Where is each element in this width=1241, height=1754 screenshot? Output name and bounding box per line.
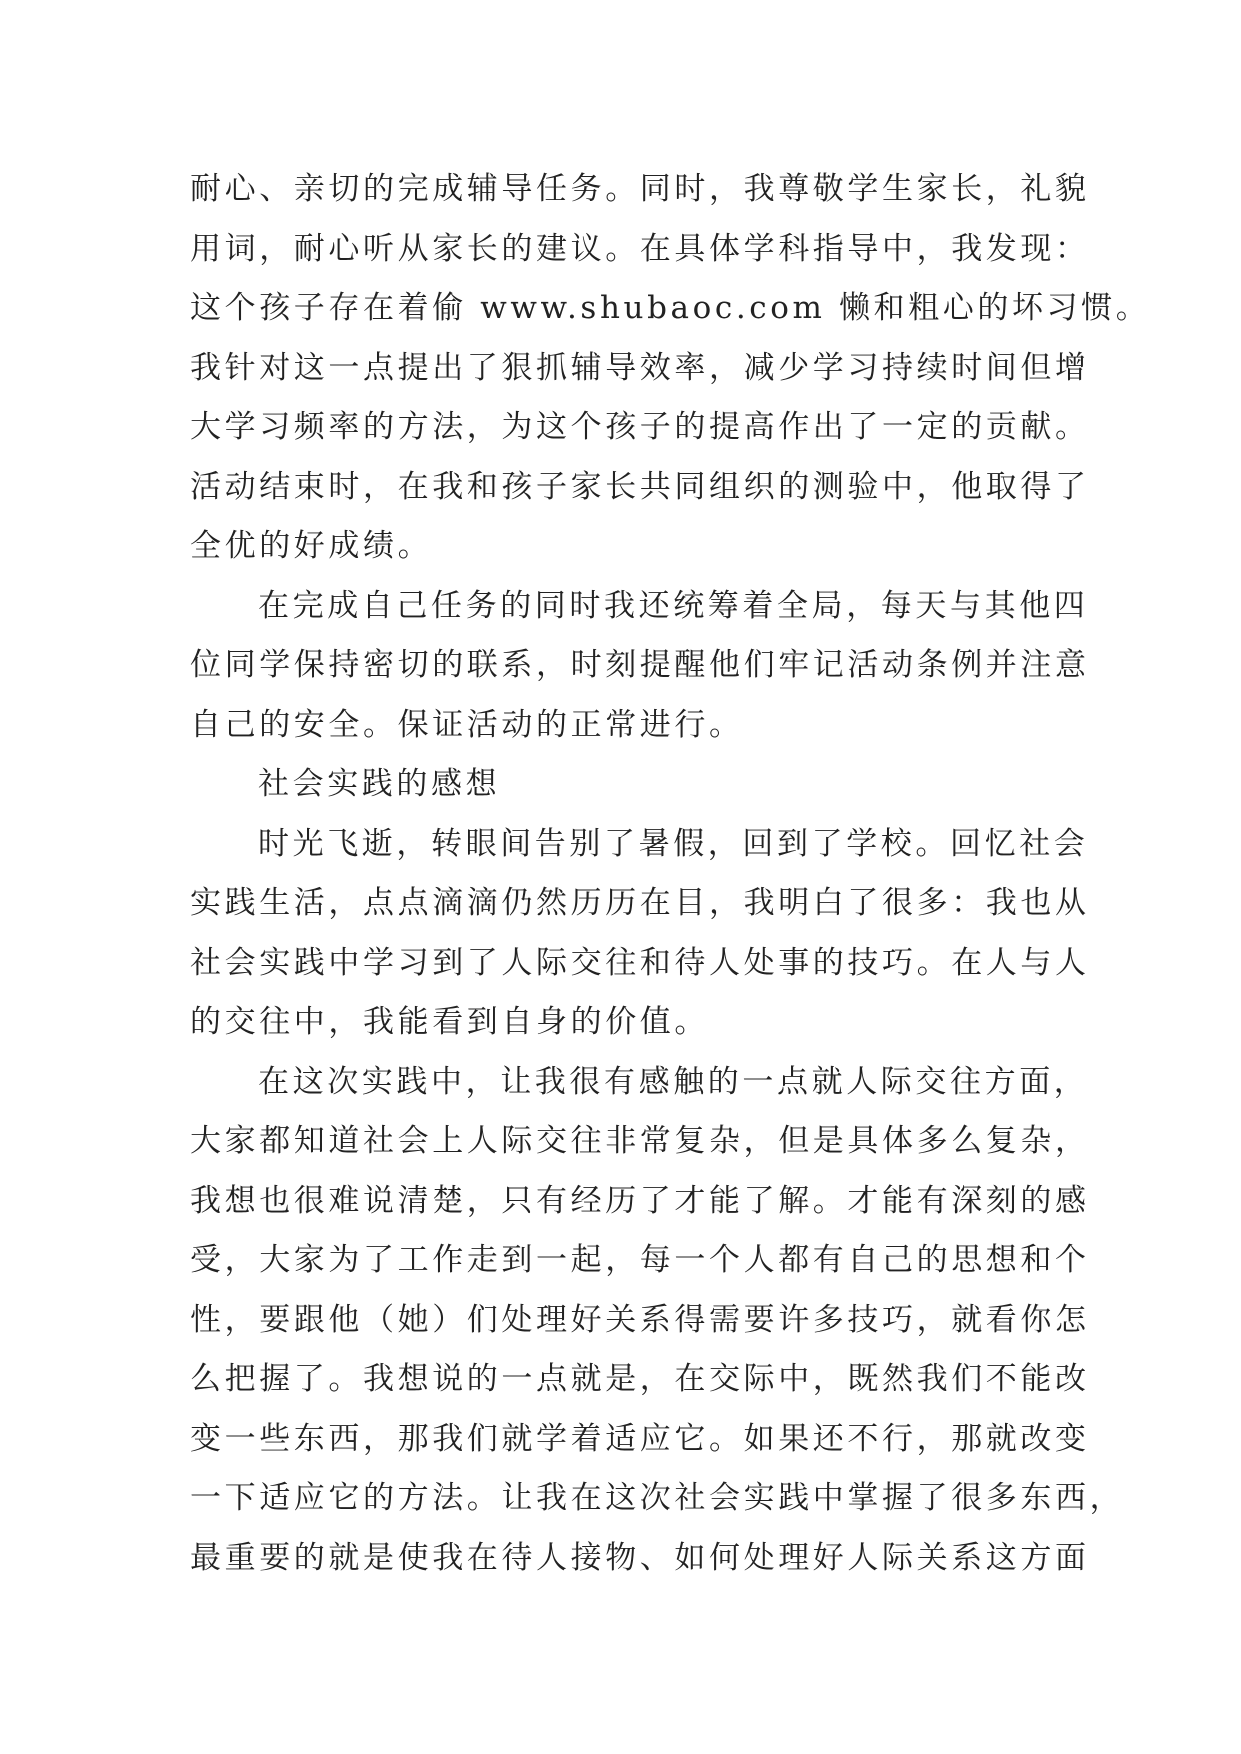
text-line: 变一些东西，那我们就学着适应它。如果还不行，那就改变 (190, 1420, 1090, 1457)
text-line: 大家都知道社会上人际交往非常复杂，但是具体多么复杂， (190, 1123, 1090, 1159)
text-line: 实践生活，点点滴滴仍然历历在目，我明白了很多：我也从 (190, 885, 1090, 921)
text-line: 受，大家为了工作走到一起，每一个人都有自己的思想和个 (190, 1242, 1090, 1278)
text-line: 社会实践中学习到了人际交往和待人处事的技巧。在人与人 (190, 944, 1090, 981)
text-line: 时光飞逝，转眼间告别了暑假，回到了学校。回忆社会 (258, 825, 1089, 862)
text-line: 大学习频率的方法，为这个孩子的提高作出了一定的贡献。 (190, 409, 1090, 445)
text-line: 耐心、亲切的完成辅导任务。同时，我尊敬学生家长，礼貌 (190, 171, 1090, 207)
text-line: 一下适应它的方法。让我在这次社会实践中掌握了很多东西， (190, 1480, 1125, 1516)
text-line: 全优的好成绩。 (190, 528, 433, 564)
text-line: 最重要的就是使我在待人接物、如何处理好人际关系这方面 (190, 1539, 1090, 1576)
text-line: 社会实践的感想 (258, 766, 501, 802)
text-line: 这个孩子存在着偷 www.shubaoc.com 懒和粗心的坏习惯。 (190, 290, 1151, 326)
text-line: 么把握了。我想说的一点就是，在交际中，既然我们不能改 (190, 1361, 1090, 1397)
text-line: 在这次实践中，让我很有感触的一点就人际交往方面， (258, 1063, 1089, 1100)
text-line: 我针对这一点提出了狠抓辅导效率，减少学习持续时间但增 (190, 349, 1090, 386)
text-line: 性，要跟他（她）们处理好关系得需要许多技巧，就看你怎 (190, 1301, 1090, 1338)
text-line: 的交往中，我能看到自身的价值。 (190, 1004, 709, 1040)
text-line: 我想也很难说清楚，只有经历了才能了解。才能有深刻的感 (190, 1182, 1090, 1219)
text-line: 在完成自己任务的同时我还统筹着全局，每天与其他四 (258, 587, 1089, 624)
text-line: 用词，耐心听从家长的建议。在具体学科指导中，我发现： (190, 230, 1090, 267)
text-line: 自己的安全。保证活动的正常进行。 (190, 706, 744, 743)
text-line: 位同学保持密切的联系，时刻提醒他们牢记活动条例并注意 (190, 647, 1090, 683)
body-text (190, 160, 1151, 1588)
text-line: 活动结束时，在我和孩子家长共同组织的测验中，他取得了 (190, 468, 1090, 505)
